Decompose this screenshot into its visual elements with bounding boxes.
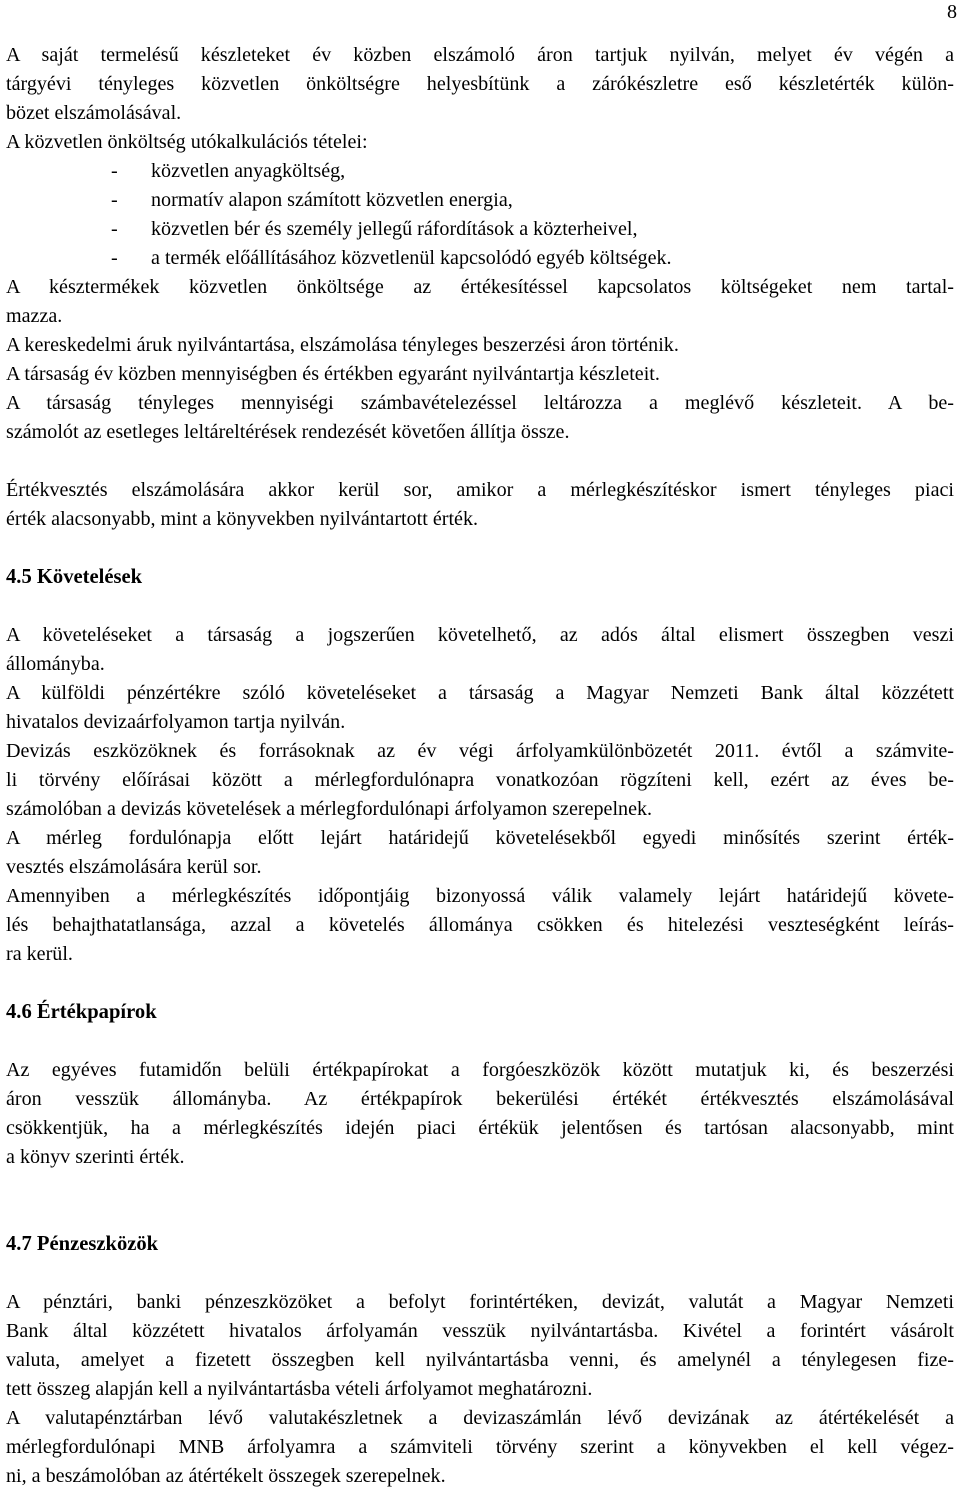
section-heading-4-6: 4.6 Értékpapírok (6, 1001, 157, 1023)
text-line: számolót az esetleges leltáreltérések rendezését követően állítja össze. (6, 421, 570, 443)
text-line: ni, a beszámolóban az átértékelt összegek szerepelnek. (6, 1465, 446, 1487)
text-line: Devizás eszközöknek és forrásoknak az év végi árfolyamkülönbözetét 2011. évtől a számvite- (6, 740, 954, 762)
list-dash: - (111, 247, 118, 269)
text-line: hivatalos devizaárfolyamon tartja nyilván. (6, 711, 346, 733)
text-line: li törvény előírásai között a mérlegfordulónapra vonatkozóan rögzíteni kell, ezért az éves be- (6, 769, 954, 791)
text-line: A valutapénztárban lévő valutakészletnek a devizaszámlán lévő devizának az átértékelését a (6, 1407, 954, 1429)
text-line: tárgyévi tényleges közvetlen önköltségre helyesbítünk a zárókészletre eső készletérték külön- (6, 73, 954, 95)
text-line: mazza. (6, 305, 63, 327)
text-line: Az egyéves futamidőn belüli értékpapírokat a forgóeszközök között mutatjuk ki, és beszerzési (6, 1059, 954, 1081)
text-line: A kereskedelmi áruk nyilvántartása, elszámolása tényleges beszerzési áron történik. (6, 334, 679, 356)
text-line: állományba. (6, 653, 105, 675)
text-line: számolóban a devizás követelések a mérlegfordulónapi árfolyamon szerepelnek. (6, 798, 653, 820)
text-line: A közvetlen önköltség utókalkulációs tételei: (6, 131, 368, 153)
text-line: Amennyiben a mérlegkészítés időpontjáig bizonyossá válik valamely lejárt határidejű követe- (6, 885, 954, 907)
text-line: Értékvesztés elszámolására akkor kerül sor, amikor a mérlegkészítéskor ismert tényleges piaci (6, 479, 954, 501)
list-item: a termék előállításához közvetlenül kapcsolódó egyéb költségek. (151, 247, 672, 269)
text-line: bözet elszámolásával. (6, 102, 182, 124)
list-item: közvetlen anyagköltség, (151, 160, 346, 182)
text-line: A külföldi pénzértékre szóló követeléseket a társaság a Magyar Nemzeti Bank által közzétett (6, 682, 954, 704)
text-line: csökkentjük, ha a mérlegkészítés idején piaci értékük jelentősen és tartósan alacsonyabb, mint (6, 1117, 954, 1139)
text-line: lés behajthatatlansága, azzal a követelés állománya csökken és hitelezési veszteségként leírás- (6, 914, 954, 936)
section-heading-4-7: 4.7 Pénzeszközök (6, 1233, 159, 1255)
text-line: A társaság tényleges mennyiségi számbavételezéssel leltározza a meglévő készleteit. A be- (6, 392, 954, 414)
list-dash: - (111, 189, 118, 211)
text-line: mérlegfordulónapi MNB árfolyamra a számviteli törvény szerint a könyvekben el kell végez- (6, 1436, 954, 1458)
text-line: A társaság év közben mennyiségben és értékben egyaránt nyilvántartja készleteit. (6, 363, 660, 385)
text-line: valuta, amelyet a fizetett összegben kell nyilvántartásba venni, és amelynél a ténylegesen fize- (6, 1349, 954, 1371)
list-item: normatív alapon számított közvetlen energia, (151, 189, 513, 211)
text-line: tett összeg alapján kell a nyilvántartásba vételi árfolyamot meghatározni. (6, 1378, 593, 1400)
text-line: A pénztári, banki pénzeszközöket a befolyt forintértéken, devizát, valutát a Magyar Nemzeti (6, 1291, 954, 1313)
list-dash: - (111, 218, 118, 240)
text-line: A követeléseket a társaság a jogszerűen követelhető, az adós által elismert összegben veszi (6, 624, 954, 646)
text-line: vesztés elszámolására kerül sor. (6, 856, 262, 878)
text-line: A késztermékek közvetlen önköltsége az értékesítéssel kapcsolatos költségeket nem tartal- (6, 276, 954, 298)
text-line: áron vesszük állományba. Az értékpapírok bekerülési értékét értékvesztés elszámolásával (6, 1088, 954, 1110)
text-line: A mérleg fordulónapja előtt lejárt határidejű követelésekből egyedi minősítés szerint érték- (6, 827, 954, 849)
text-line: Bank által közzétett hivatalos árfolyamán vesszük nyilvántartásba. Kivétel a forintért vásárolt (6, 1320, 954, 1342)
section-heading-4-5: 4.5 Követelések (6, 566, 143, 588)
list-item: közvetlen bér és személy jellegű ráfordítások a közterheivel, (151, 218, 638, 240)
text-line: érték alacsonyabb, mint a könyvekben nyilvántartott érték. (6, 508, 479, 530)
list-dash: - (111, 160, 118, 182)
text-line: A saját termelésű készleteket év közben elszámoló áron tartjuk nyilván, melyet év végén a (6, 44, 954, 66)
text-line: ra kerül. (6, 943, 73, 965)
text-line: a könyv szerinti érték. (6, 1146, 185, 1168)
page-number: 8 (946, 1, 957, 23)
